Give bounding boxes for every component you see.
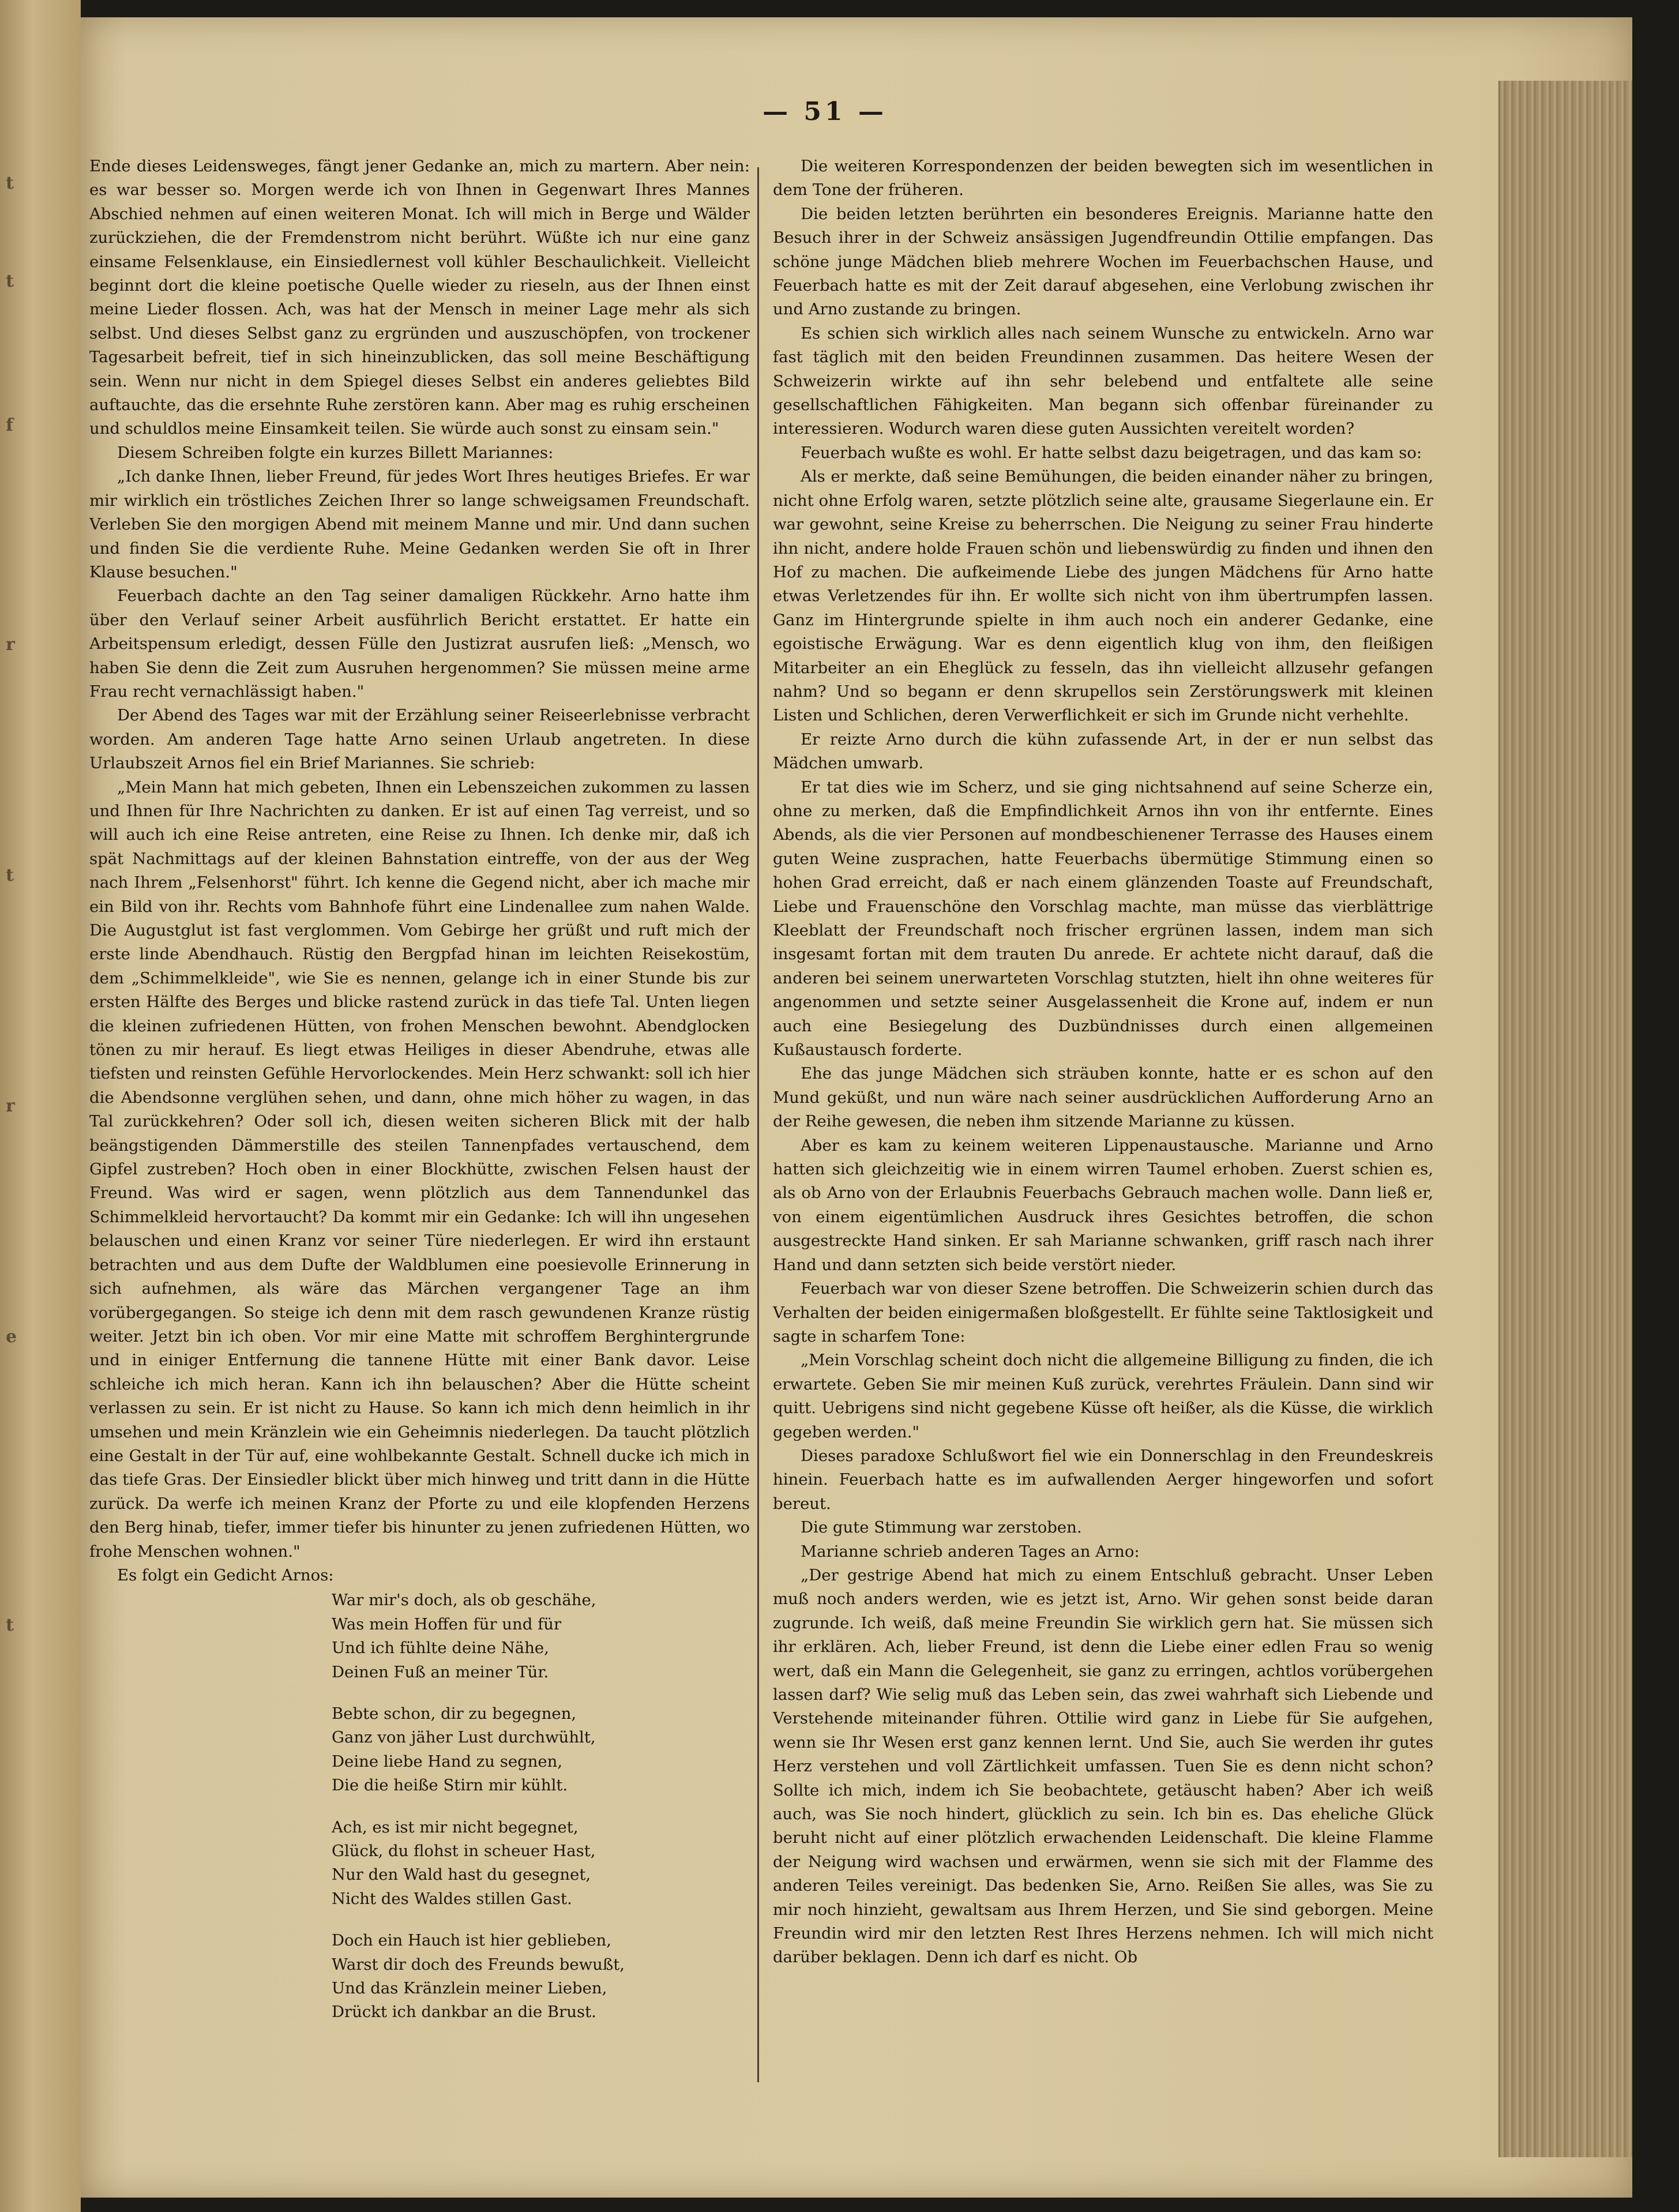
right_column-paragraph: Die weiteren Korrespondenzen der beiden bewegten sich im wesentlichen in dem Tone der früheren. bbox=[773, 157, 1433, 200]
left_column-paragraph: „Mein Mann hat mich gebeten, Ihnen ein Lebenszeichen zukommen zu lassen und Ihnen für Ihre Nachrichten zu danken. Er ist auf einen Tag verreist, und so will auch ich eine Reise antreten, eine Reise zu Ihnen. Ich denke mir, daß ich spät Nachmittags auf der kleinen Bahnstation eintreffe, von der aus der Weg nach Ihrem „Felsenhorst" führt. Ich kenne die Gegend nicht, aber ich mache mir ein Bild von ihr. Rechts vom Bahnhofe führt eine Lindenallee zum nahen Walde. Die Augustglut ist fast verglommen. Vom Gebirge her grüßt und ruft mich der erste linde Abendhauch. Rüstig den Bergpfad hinan im leichten Reisekostüm, dem „Schimmelkleide", wie Sie es nennen, gelange ich in einer Stunde bis zur ersten Hälfte des Berges und blicke rastend zurück in das tiefe Tal. Unten liegen die kleinen zufriedenen Hütten, von frohen Menschen bewohnt. Abendglocken tönen zu mir herauf. Es liegt etwas Heiliges in dieser Abendruhe, etwas alle tiefsten und reinsten Gefühle Hervorlockendes. Mein Herz schwankt: soll ich hier die Abendsonne verglühen sehen, und dann, ohne mich höher zu wagen, in das Tal zurückkehren? Oder soll ich, diesen weiten sicheren Blick mit der halb beängstigenden Dämmerstille des steilen Tannenpfades vertauschend, dem Gipfel zustreben? Hoch oben in einer Blockhütte, zwischen Felsen haust der Freund. Was wird er sagen, wenn plötzlich aus dem Tannendunkel das Schimmelkleid hervortaucht? Da kommt mir ein Gedanke: Ich will ihn ungesehen belauschen und einen Kranz vor seiner Türe niederlegen. Er wird ihn erstaunt betrachten und aus dem Dufte der Waldblumen eine poesievolle Erinnerung in sich aufnehmen, als wäre das Märchen vergangener Tage an ihm vorübergegangen. So steige ich denn mit dem rasch gewundenen Kranze rüstig weiter. Jetzt bin ich oben. Vor mir eine Matte mit schroffem Berghintergrunde und in einiger Entfernung die tannene Hütte mit einer Bank davor. Leise schleiche ich mich heran. Kann ich ihn belauschen? Aber die Hütte scheint verlassen zu sein. Er ist nicht zu Hause. So kann ich mich denn heimlich in ihr umsehen und mein Kränzlein wie ein Geheimnis niederlegen. Da taucht plötzlich eine Gestalt in der Tür auf, eine wohlbekannte Gestalt. Schnell ducke ich mich in das tiefe Gras. Der Einsiedler blickt über mich hinweg und tritt dann in die Hütte zurück. Da werfe ich meinen Kranz der Pforte zu und eile klopfenden Herzens den Berg hinab, tiefer, immer tiefer bis hinunter zu jenen zufriedenen Hütten, wo frohe Menschen wohnen." bbox=[89, 778, 750, 1561]
margin-mark: e bbox=[6, 1327, 17, 1347]
poem-line: Warst dir doch des Freunds bewußt, bbox=[332, 1955, 625, 1974]
right_column-paragraph: Dieses paradoxe Schlußwort fiel wie ein Donnerschlag in den Freundeskreis hinein. Feuerbach hatte es im aufwallenden Aerger hingeworfen und sofort bereut. bbox=[773, 1446, 1433, 1513]
left_column-paragraph: Diesem Schreiben folgte ein kurzes Billett Mariannes: bbox=[117, 443, 554, 462]
poem-stanza bbox=[332, 1588, 750, 1684]
right_column-paragraph: Als er merkte, daß seine Bemühungen, die beiden einander näher zu bringen, nicht ohne Erfolg waren, setzte plötzlich seine alte, grausame Siegerlaune ein. Er war gewohnt, seine Kreise zu beherrschen. Die Neigung zu seiner Frau hinderte ihn nicht, andere holde Frauen schön und liebenswürdig zu finden und ihnen den Hof zu machen. Die aufkeimende Liebe des jungen Mädchens für Arno hatte etwas Verletzendes für ihn. Er wollte sich nicht von ihm übertrumpfen lassen. Ganz im Hintergrunde spielte in ihm auch noch ein anderer Gedanke, eine egoistische Erwägung. War es denn eigentlich klug von ihm, den fleißigen Mitarbeiter an ein Eheglück zu fesseln, das ihn vielleicht allzusehr gefangen nahm? Und so begann er denn skrupellos sein Zerstörungswerk mit kleinen Listen und Schlichen, deren Verwerflichkeit er sich im Grunde nicht verhehlte. bbox=[773, 467, 1433, 725]
poem-stanza bbox=[332, 1816, 750, 1911]
left_column-paragraph: „Ich danke Ihnen, lieber Freund, für jedes Wort Ihres heutiges Briefes. Er war mir wirklich ein tröstliches Zeichen Ihrer so lange schweigsamen Freundschaft. Verleben Sie den morgigen Abend mit meinem Manne und mir. Und dann suchen und finden Sie die verdiente Ruhe. Meine Gedanken werden Sie oft in Ihrer Klause besuchen." bbox=[89, 467, 750, 581]
right_column-paragraph: Die beiden letzten berührten ein besonderes Ereignis. Marianne hatte den Besuch ihrer in der Schweiz ansässigen Jugendfreundin Ottilie empfangen. Das schöne junge Mädchen blieb mehrere Wochen im Feuerbachschen Hause, und Feuerbach hatte es mit der Zeit darauf abgesehen, eine Verlobung zwischen ihr und Arno zustande zu bringen. bbox=[773, 204, 1433, 319]
right_column-paragraph: Er reizte Arno durch die kühn zufassende Art, in der er nun selbst das Mädchen umwarb. bbox=[773, 730, 1433, 773]
page-number: — 51 — bbox=[763, 97, 887, 126]
poem-line: Was mein Hoffen für und für bbox=[332, 1614, 562, 1633]
right_column-paragraph: „Der gestrige Abend hat mich zu einem Entschluß gebracht. Unser Leben muß noch anders werden, wie es jetzt ist, Arno. Wir gehen sonst beide daran zugrunde. Ich weiß, daß meine Freundin Sie wirklich gern hat. Sie müssen sich ihr erklären. Ach, lieber Freund, ist denn die Liebe einer edlen Frau so wenig wert, daß ein Mann die Gelegenheit, sie ganz zu erringen, achtlos vorübergehen lassen darf? Wie selig muß das Leben sein, das zwei wahrhaft sich Liebende und Verstehende miteinander führen. Ottilie wird ganz in Liebe für Sie aufgehen, wenn sie Ihr Wesen erst ganz kennen lernt. Und Sie, auch Sie werden ihr gutes Herz verstehen und voll Zärtlichkeit umfassen. Tuen Sie es denn nicht schon? Sollte ich mich, indem ich Sie beobachtete, getäuscht haben? Aber ich weiß auch, was Sie noch hindert, glücklich zu sein. Ich bin es. Das eheliche Glück beruht nicht auf einer plötzlich erwachenden Leidenschaft. Die kleine Flamme der Neigung wird wachsen und erwärmen, wenn sie sich mit der Flamme des anderen Teiles vereinigt. Das bedenken Sie, Arno. Reißen Sie alles, was Sie zu mir noch hinzieht, gewaltsam aus Ihrem Herzen, und Sie sind geborgen. Meine Freundin wird mir den letzten Rest Ihres Herzens nehmen. Ich will mich nicht darüber beklagen. Denn ich darf es nicht. Ob bbox=[773, 1565, 1433, 1967]
poem-line: Und ich fühlte deine Nähe, bbox=[332, 1639, 549, 1658]
poem-line: Nur den Wald hast du gesegnet, bbox=[332, 1865, 591, 1884]
column-divider bbox=[757, 167, 759, 2082]
margin-mark: t bbox=[6, 173, 14, 193]
right_column-paragraph: „Mein Vorschlag scheint doch nicht die allgemeine Billigung zu finden, die ich erwartete. Geben Sie mir meinen Kuß zurück, verehrtes Fräulein. Dann sind wir quitt. Uebrigens sind nicht gegebene Küsse oft heißer, als die Küsse, die wirklich gegeben werden." bbox=[773, 1351, 1433, 1441]
left_column-paragraph: Feuerbach dachte an den Tag seiner damaligen Rückkehr. Arno hatte ihm über den Verlauf seiner Arbeit ausführlich Bericht erstattet. Er hatte ein Arbeitspensum erledigt, dessen Fülle den Justizrat ausrufen ließ: „Mensch, wo haben Sie denn die Zeit zum Ausruhen hergenommen? Sie müssen meine arme Frau recht vernachlässigt haben." bbox=[89, 587, 750, 701]
poem-line: Deinen Fuß an meiner Tür. bbox=[332, 1662, 549, 1681]
right_column-paragraph: Feuerbach wußte es wohl. Er hatte selbst dazu beigetragen, und das kam so: bbox=[801, 443, 1422, 462]
left_column-paragraph: Der Abend des Tages war mit der Erzählung seiner Reiseerlebnisse verbracht worden. Am anderen Tage hatte Arno seinen Urlaub angetreten. In diese Urlaubszeit Arnos fiel ein Brief Mariannes. Sie schrieb: bbox=[89, 706, 750, 773]
margin-mark: r bbox=[6, 634, 15, 655]
margin-mark: r bbox=[6, 1096, 15, 1116]
right_column-paragraph: Er tat dies wie im Scherz, und sie ging nichtsahnend auf seine Scherze ein, ohne zu merken, daß die Empfindlichkeit Arnos ihn von ihr entfernte. Eines Abends, als die vier Personen auf mondbeschienener Terrasse des Hauses einem guten Weine zusprachen, hatte Feuerbachs übermütige Stimmung einen so hohen Grad erreicht, daß er nach einem glänzenden Toaste auf Freundschaft, Liebe und Frauenschöne den Vorschlag machte, man müsse das vierblättrige Kleeblatt der Freundschaft noch frischer ergrünen lassen, indem man sich insgesamt fortan mit dem trauten Du anrede. Er achtete nicht darauf, daß die anderen bei seinem unerwarteten Vorschlag stutzten, hielt ihn ohne weiteres für angenommen und setzte seiner Ausgelassenheit die Krone auf, indem er nun auch eine Besiegelung des Duzbündnisses durch einen allgemeinen Kußaustausch forderte. bbox=[773, 778, 1433, 1060]
margin-mark: t bbox=[6, 865, 14, 885]
poem-line: Bebte schon, dir zu begegnen, bbox=[332, 1704, 577, 1723]
right_column-paragraph: Ehe das junge Mädchen sich sträuben konnte, hatte er es schon auf den Mund geküßt, und nun wäre nach seiner ausdrücklichen Aufforderung Arno an der Reihe gewesen, die neben ihm sitzende Marianne zu küssen. bbox=[773, 1064, 1433, 1131]
poem-line: War mir's doch, als ob geschähe, bbox=[332, 1591, 596, 1610]
poem-line: Drückt ich dankbar an die Brust. bbox=[332, 2003, 596, 2022]
poem-line: Nicht des Waldes stillen Gast. bbox=[332, 1889, 572, 1908]
poem-stanza bbox=[332, 1702, 750, 1798]
right-column bbox=[773, 155, 1433, 2075]
previous-page-edge bbox=[0, 0, 81, 2212]
margin-mark: f bbox=[6, 415, 13, 435]
poem-line: Die die heiße Stirn mir kühlt. bbox=[332, 1776, 568, 1795]
poem-line: Glück, du flohst in scheuer Hast, bbox=[332, 1842, 596, 1861]
poem-line: Und das Kränzlein meiner Lieben, bbox=[332, 1979, 607, 1998]
poem-stanza bbox=[332, 1929, 750, 2025]
right_column-paragraph: Marianne schrieb anderen Tages an Arno: bbox=[801, 1542, 1140, 1561]
right_column-paragraph: Feuerbach war von dieser Szene betroffen. Die Schweizerin schien durch das Verhalten der beiden einigermaßen bloßgestellt. Er fühlte seine Taktlosigkeit und sagte in scharfem Tone: bbox=[773, 1279, 1433, 1346]
poem-line: Deine liebe Hand zu segnen, bbox=[332, 1752, 563, 1771]
right_column-paragraph: Es schien sich wirklich alles nach seinem Wunsche zu entwickeln. Arno war fast täglich mit den beiden Freundinnen zusammen. Das heitere Wesen der Schweizerin wirkte auf ihn sehr belebend und entfaltete alle seine gesellschaftlichen Fähigkeiten. Man begann sich offenbar füreinander zu interessieren. Wodurch waren diese guten Aussichten vereitelt worden? bbox=[773, 324, 1433, 438]
left_column-paragraph: Ende dieses Leidensweges, fängt jener Gedanke an, mich zu martern. Aber nein: es war besser so. Morgen werde ich von Ihnen in Gegenwart Ihres Mannes Abschied nehmen auf einen weiteren Monat. Ich will mich in Berge und Wälder zurückziehen, die der Fremdenstrom nicht berührt. Wüßte ich nur eine ganz einsame Felsenklause, ein Einsiedlernest voll kühler Beschaulichkeit. Vielleicht beginnt dort die kleine poetische Quelle wieder zu rieseln, aus der Ihnen einst meine Lieder flossen. Ach, was hat der Mensch in meiner Lage mehr als sich selbst. Und dieses Selbst ganz zu ergründen und auszuschöpfen, von trockener Tagesarbeit befreit, tief in sich hineinzublicken, das soll meine Beschäftigung sein. Wenn nur nicht in dem Spiegel dieses Selbst ein anderes geliebtes Bild auftauchte, das die ersehnte Ruhe zerstören kann. Aber mag es ruhig erscheinen und schuldlos meine Einsamkeit teilen. Sie würde auch sonst zu einsam sein." bbox=[89, 157, 750, 438]
poem bbox=[332, 1588, 750, 2025]
margin-mark: t bbox=[6, 1615, 14, 1635]
poem-line: Doch ein Hauch ist hier geblieben, bbox=[332, 1931, 611, 1950]
right_column-paragraph: Die gute Stimmung war zerstoben. bbox=[801, 1518, 1082, 1537]
poem-line: Ach, es ist mir nicht begegnet, bbox=[332, 1817, 579, 1837]
poem-line: Ganz von jäher Lust durchwühlt, bbox=[332, 1728, 596, 1747]
margin-mark: t bbox=[6, 271, 14, 291]
right_column-paragraph: Aber es kam zu keinem weiteren Lippenaustausche. Marianne und Arno hatten sich gleichzeitig wie in einem wirren Taumel erhoben. Zuerst schien es, als ob Arno von der Erlaubnis Feuerbachs Gebrauch machen wolle. Dann ließ er, von einem eigentümlichen Ausdruck ihres Gesichtes betroffen, die schon ausgestreckte Hand sinken. Er sah Marianne schwanken, griff rasch nach ihrer Hand und dann setzten sich beide verstört nieder. bbox=[773, 1136, 1433, 1274]
page-stack-edge bbox=[1498, 81, 1632, 2157]
left_column-paragraph: Es folgt ein Gedicht Arnos: bbox=[117, 1565, 334, 1584]
left-column bbox=[89, 155, 750, 2075]
